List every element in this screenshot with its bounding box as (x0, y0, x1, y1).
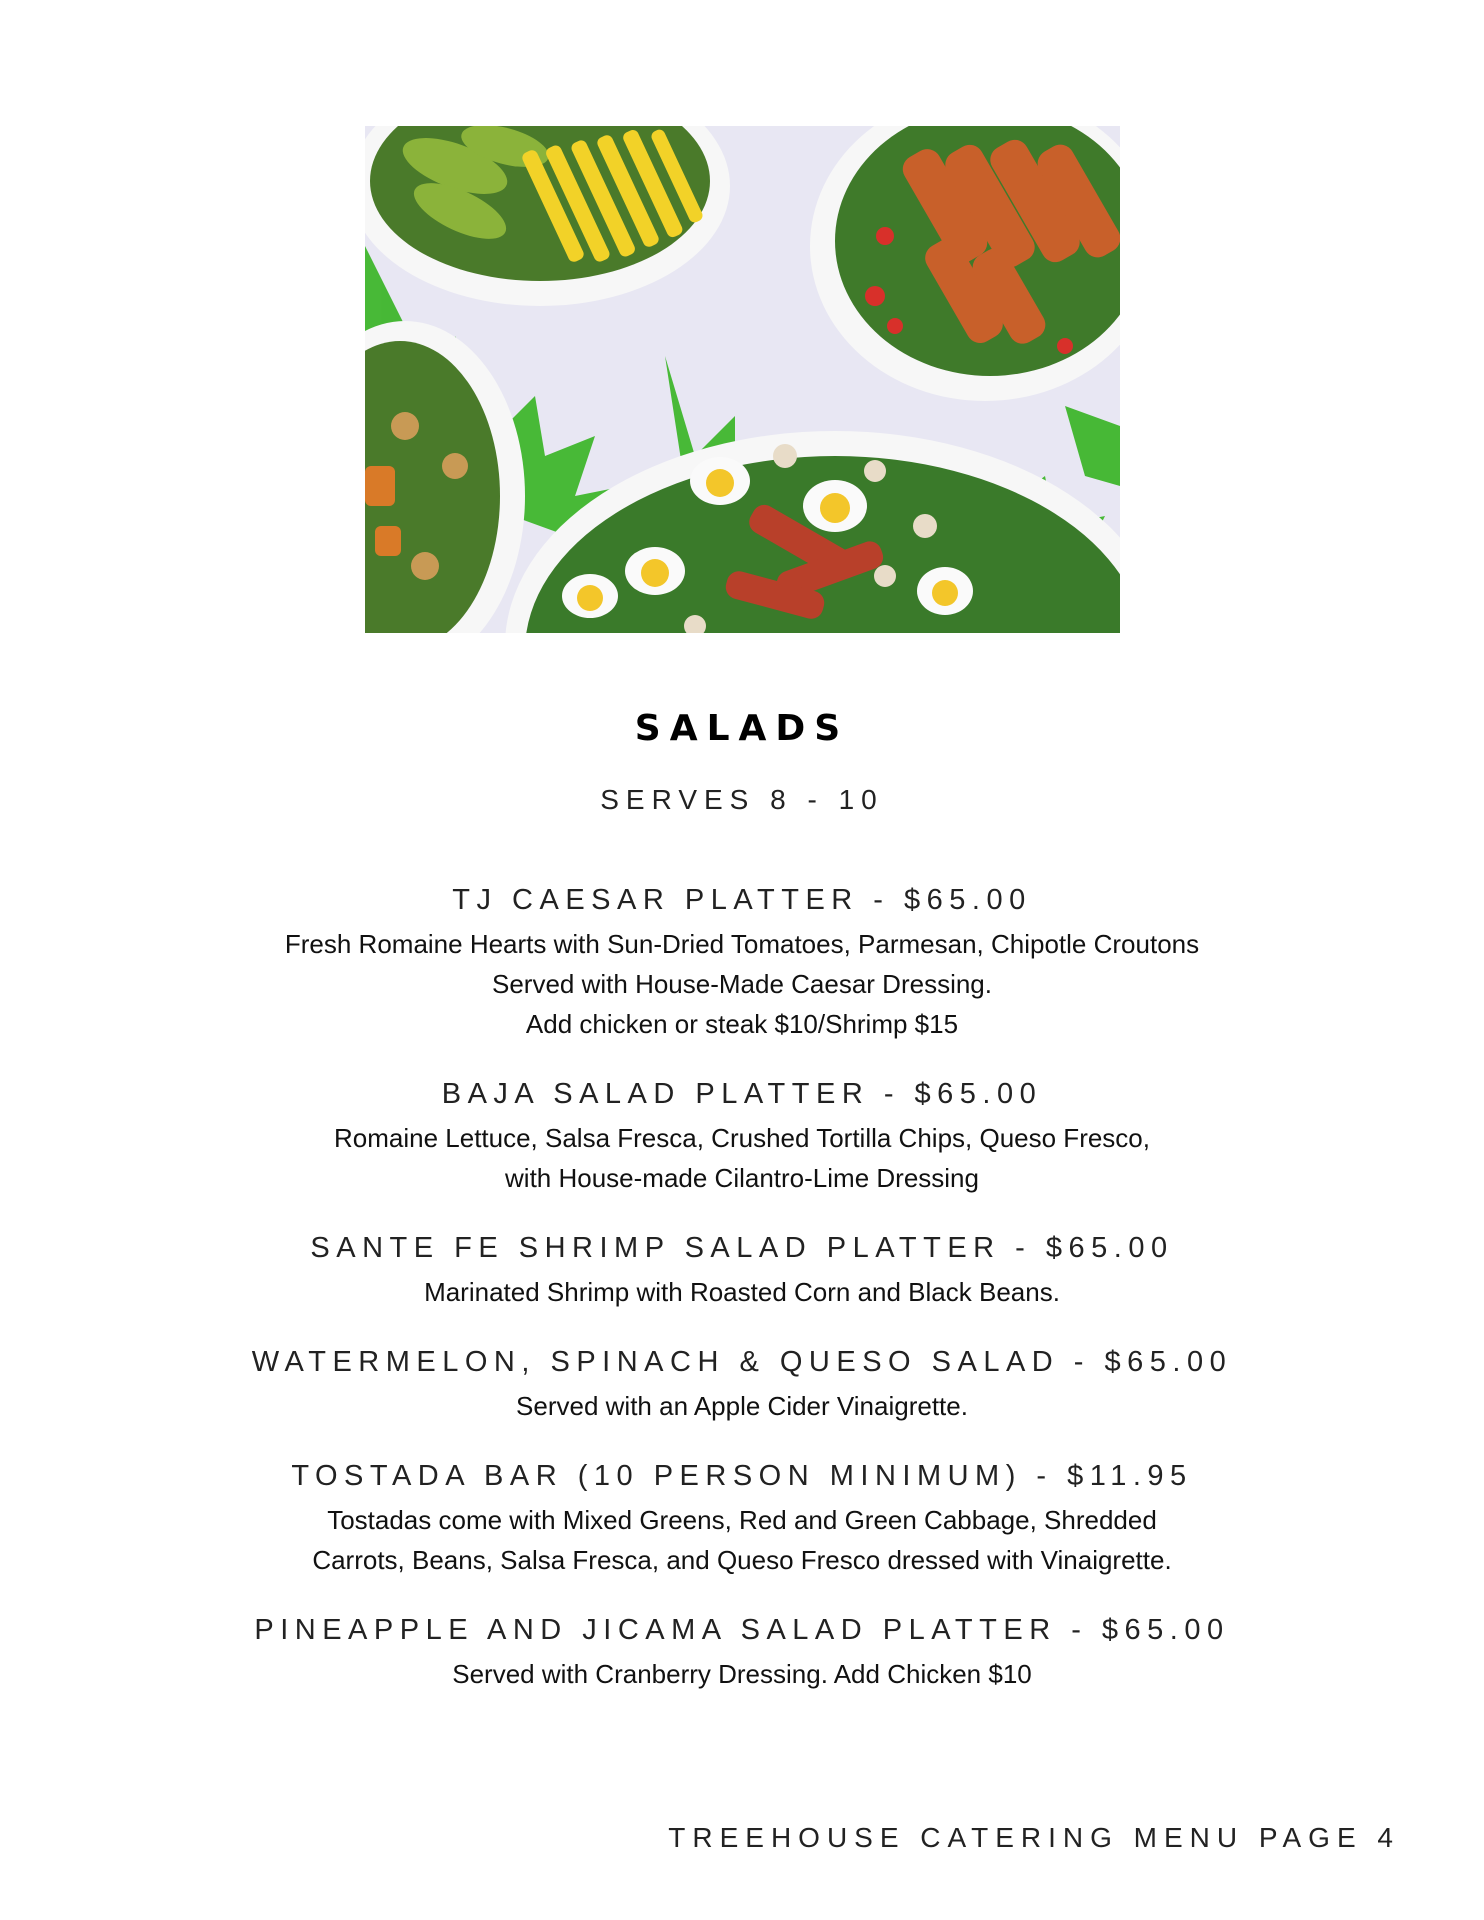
menu-item (0, 1456, 1484, 1580)
menu-item (0, 1610, 1484, 1694)
menu-item-title: TJ CAESAR PLATTER - $65.00 (452, 884, 1032, 916)
menu-item (0, 880, 1484, 1044)
menu-item (0, 1074, 1484, 1198)
menu-item-title: SANTE FE SHRIMP SALAD PLATTER - $65.00 (310, 1232, 1174, 1264)
menu-item-description: Add chicken or steak $10/Shrimp $15 (525, 1009, 959, 1039)
menu-item-title: WATERMELON, SPINACH & QUESO SALAD - $65.00 (251, 1346, 1233, 1378)
section-subtitle: SERVES 8 - 10 (600, 784, 884, 815)
menu-item-description: Served with House-Made Caesar Dressing. (492, 969, 992, 999)
menu-item-description: with House-made Cilantro-Lime Dressing (505, 1163, 979, 1193)
menu-item-title: PINEAPPLE AND JICAMA SALAD PLATTER - $65.00 (254, 1614, 1230, 1646)
menu-item-description: Carrots, Beans, Salsa Fresca, and Queso Fresco dressed with Vinaigrette. (312, 1545, 1172, 1575)
page-footer: TREEHOUSE CATERING MENU PAGE 4 (668, 1822, 1400, 1853)
menu-item-description: Marinated Shrimp with Roasted Corn and Black Beans. (424, 1277, 1060, 1307)
menu-item-description: Served with an Apple Cider Vinaigrette. (516, 1391, 968, 1421)
menu-item-description: Served with Cranberry Dressing. Add Chicken $10 (452, 1659, 1032, 1689)
menu-item-description: Fresh Romaine Hearts with Sun-Dried Tomatoes, Parmesan, Chipotle Croutons (284, 929, 1200, 959)
menu-item (0, 1228, 1484, 1312)
menu-item-title: TOSTADA BAR (10 PERSON MINIMUM) - $11.95 (291, 1460, 1193, 1492)
section-title: SALADS (634, 708, 850, 749)
menu-items (0, 880, 1484, 1724)
menu-item-title: BAJA SALAD PLATTER - $65.00 (441, 1078, 1043, 1110)
menu-item-description: Tostadas come with Mixed Greens, Red and Green Cabbage, Shredded (327, 1505, 1157, 1535)
menu-item (0, 1342, 1484, 1426)
menu-item-description: Romaine Lettuce, Salsa Fresca, Crushed Tortilla Chips, Queso Fresco, (334, 1123, 1150, 1153)
salad-photo (365, 126, 1120, 633)
